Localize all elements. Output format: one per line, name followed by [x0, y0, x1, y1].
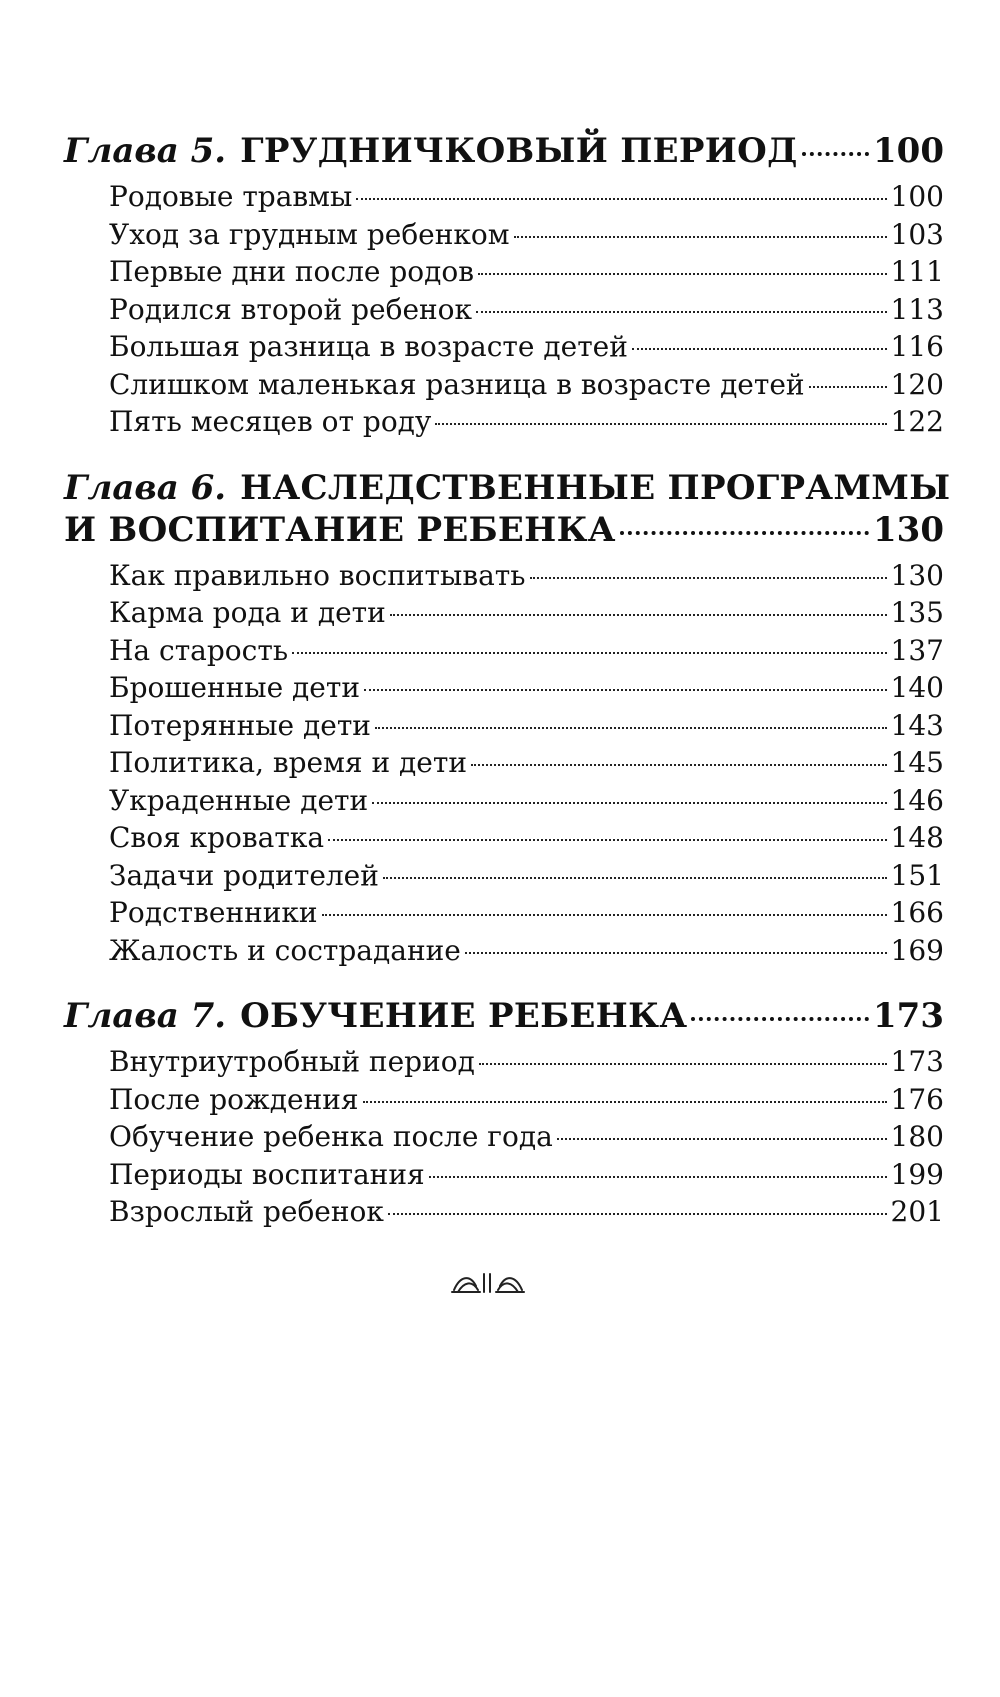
- entry-page-number: 140: [890, 671, 944, 704]
- toc-entry[interactable]: [109, 1043, 944, 1081]
- entry-title: Большая разница в возрасте детей: [109, 330, 628, 363]
- toc-entry[interactable]: [109, 291, 944, 329]
- chapter-page-number: 173: [873, 996, 944, 1036]
- entry-title: Родовые травмы: [109, 180, 353, 213]
- toc-entry[interactable]: [109, 932, 944, 970]
- entry-title: Обучение ребенка после года: [109, 1120, 553, 1153]
- dot-leader: [691, 1017, 869, 1021]
- chapter-title: ГРУДНИЧКОВЫЙ ПЕРИОД: [240, 131, 798, 171]
- toc-entry[interactable]: [109, 707, 944, 745]
- entry-list: [64, 557, 944, 970]
- toc-entry[interactable]: [109, 253, 944, 291]
- toc-entry[interactable]: [109, 1081, 944, 1119]
- dot-leader: [478, 273, 887, 275]
- dot-leader: [802, 152, 869, 156]
- entry-title: Родился второй ребенок: [109, 292, 473, 326]
- entry-page-number: 103: [890, 217, 944, 251]
- entry-page-number: 116: [890, 330, 944, 363]
- entry-page-number: 145: [890, 746, 944, 779]
- dot-leader: [364, 689, 887, 691]
- entry-title: Задачи родителей: [109, 858, 379, 892]
- dot-leader: [530, 577, 887, 579]
- entry-page-number: 199: [890, 1157, 944, 1191]
- entry-page-number: 122: [890, 405, 944, 438]
- chapter-label: Глава 7.: [64, 996, 227, 1036]
- entry-title: Периоды воспитания: [109, 1157, 425, 1191]
- dot-leader: [322, 914, 887, 916]
- table-of-contents: [64, 130, 951, 1257]
- entry-title: Жалость и сострадание: [109, 933, 461, 967]
- dot-leader: [476, 311, 887, 313]
- toc-entry[interactable]: [109, 557, 944, 595]
- entry-title: Карма рода и дети: [109, 596, 386, 629]
- chapter-heading: [64, 467, 951, 551]
- toc-entry[interactable]: [109, 1156, 944, 1194]
- entry-title: Первые дни после родов: [109, 255, 474, 288]
- toc-entry[interactable]: [109, 366, 944, 404]
- toc-entry[interactable]: [109, 216, 944, 254]
- dot-leader: [388, 1213, 887, 1215]
- entry-page-number: 143: [890, 708, 944, 742]
- entry-page-number: 166: [890, 896, 944, 929]
- toc-entry[interactable]: [109, 178, 944, 216]
- dot-leader: [390, 614, 887, 616]
- dot-leader: [465, 952, 887, 954]
- entry-title: Брошенные дети: [109, 671, 361, 704]
- chapter-heading: [64, 995, 944, 1037]
- entry-page-number: 180: [890, 1120, 944, 1153]
- chapter-title-line-2: И ВОСПИТАНИЕ РЕБЕНКА: [64, 509, 616, 550]
- dot-leader: [479, 1063, 887, 1065]
- dot-leader: [363, 1101, 887, 1103]
- entry-page-number: 137: [890, 633, 944, 667]
- entry-page-number: 173: [890, 1045, 944, 1078]
- toc-entry[interactable]: [109, 782, 944, 820]
- chapter-title-line-1: НАСЛЕДСТВЕННЫЕ ПРОГРАММЫ: [240, 467, 951, 508]
- entry-title: Украденные дети: [109, 783, 369, 817]
- entry-title: Потерянные дети: [109, 708, 371, 742]
- dot-leader: [292, 652, 886, 654]
- entry-page-number: 113: [890, 292, 944, 326]
- chapter-7: [64, 995, 944, 1231]
- chapter-page-number: 130: [873, 509, 944, 550]
- entry-title: После рождения: [109, 1082, 359, 1116]
- entry-title: На старость: [109, 633, 289, 667]
- dot-leader: [514, 236, 887, 238]
- chapter-title: ОБУЧЕНИЕ РЕБЕНКА: [240, 996, 688, 1036]
- entry-title: Пять месяцев от роду: [109, 405, 432, 438]
- toc-entry[interactable]: [109, 1118, 944, 1156]
- dot-leader: [372, 802, 886, 804]
- entry-page-number: 100: [890, 180, 944, 213]
- entry-page-number: 201: [890, 1195, 944, 1228]
- dot-leader: [471, 764, 887, 766]
- dot-leader: [809, 386, 887, 388]
- dot-leader: [356, 198, 886, 200]
- entry-title: Родственники: [109, 896, 318, 929]
- toc-entry[interactable]: [109, 403, 944, 441]
- chapter-heading: [64, 130, 944, 172]
- entry-page-number: 120: [890, 367, 944, 401]
- entry-title: Уход за грудным ребенком: [109, 217, 510, 251]
- toc-entry[interactable]: [109, 1193, 944, 1231]
- entry-page-number: 135: [890, 596, 944, 629]
- entry-page-number: 151: [890, 858, 944, 892]
- entry-page-number: 146: [890, 783, 944, 817]
- entry-title: Политика, время и дети: [109, 746, 467, 779]
- entry-list: [64, 178, 944, 441]
- toc-entry[interactable]: [109, 894, 944, 932]
- chapter-5: [64, 130, 944, 441]
- toc-entry[interactable]: [109, 819, 944, 857]
- toc-entry[interactable]: [109, 857, 944, 895]
- entry-page-number: 169: [890, 933, 944, 967]
- entry-title: Слишком маленькая разница в возрасте детей: [109, 367, 805, 401]
- dot-leader: [375, 727, 887, 729]
- entry-title: Внутриутробный период: [109, 1045, 475, 1078]
- entry-page-number: 130: [890, 558, 944, 592]
- entry-list: [64, 1043, 944, 1231]
- entry-title: Как правильно воспитывать: [109, 558, 526, 592]
- chapter-6: [64, 467, 951, 970]
- dot-leader: [557, 1138, 887, 1140]
- entry-title: Взрослый ребенок: [109, 1195, 384, 1228]
- dot-leader: [620, 531, 869, 535]
- chapter-page-number: 100: [873, 131, 944, 171]
- floral-ornament-icon: [450, 1268, 526, 1296]
- dot-leader: [632, 348, 887, 350]
- entry-page-number: 176: [890, 1082, 944, 1116]
- toc-entry[interactable]: [109, 328, 944, 366]
- entry-page-number: 148: [890, 821, 944, 854]
- entry-page-number: 111: [890, 255, 944, 288]
- entry-title: Своя кроватка: [109, 821, 325, 854]
- chapter-label: Глава 6.: [64, 467, 227, 508]
- toc-entry[interactable]: [109, 594, 944, 632]
- dot-leader: [383, 877, 887, 879]
- dot-leader: [328, 839, 887, 841]
- toc-entry[interactable]: [109, 669, 944, 707]
- dot-leader: [429, 1176, 887, 1178]
- toc-entry[interactable]: [109, 744, 944, 782]
- toc-entry[interactable]: [109, 632, 944, 670]
- chapter-label: Глава 5.: [64, 131, 227, 171]
- dot-leader: [435, 423, 886, 425]
